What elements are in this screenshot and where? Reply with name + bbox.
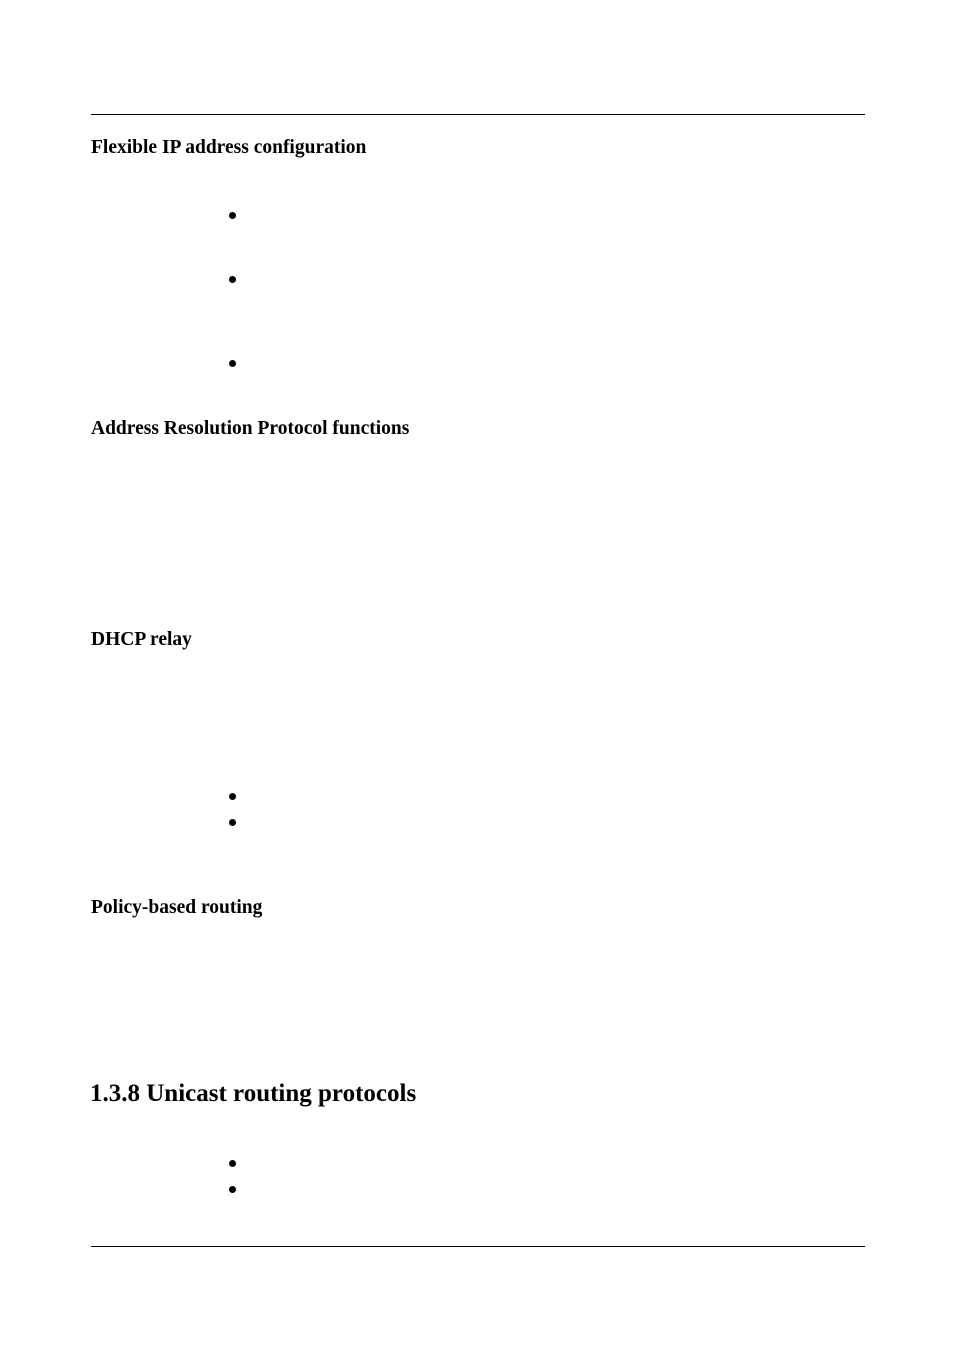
heading-unicast-routing-protocols: 1.3.8 Unicast routing protocols [90, 1080, 417, 1107]
bullet-point [226, 1183, 238, 1195]
heading-dhcp-relay: DHCP relay [91, 629, 192, 650]
bullet-point [226, 1157, 238, 1169]
bullet-point [226, 209, 238, 221]
heading-policy-based-routing: Policy-based routing [91, 897, 263, 918]
bullet-point [226, 790, 238, 802]
footer-rule [91, 1246, 865, 1247]
heading-flexible-ip-address-configuration: Flexible IP address configuration [91, 137, 367, 158]
bullet-point [226, 357, 238, 369]
bullet-point [226, 273, 238, 285]
header-rule [91, 114, 865, 115]
bullet-point [226, 816, 238, 828]
heading-address-resolution-protocol-functions: Address Resolution Protocol functions [91, 418, 410, 439]
